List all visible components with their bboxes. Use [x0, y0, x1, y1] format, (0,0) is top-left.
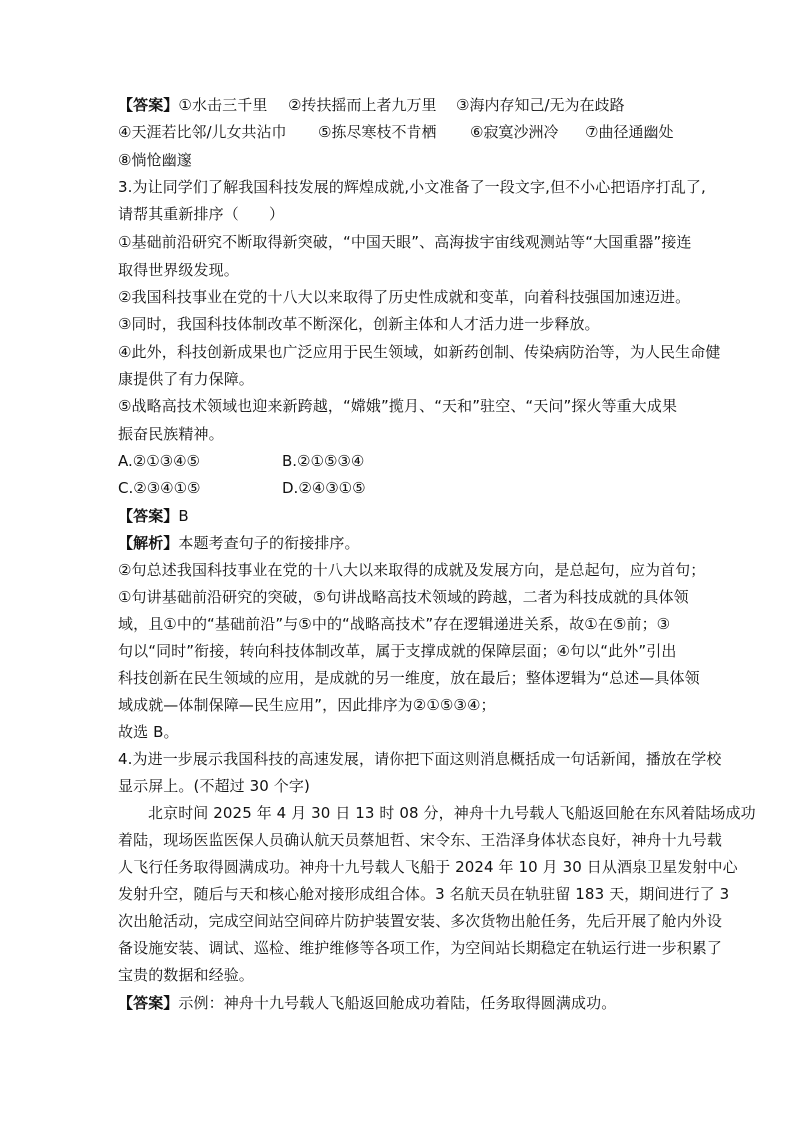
- sentence-1: ①基础前沿研究不断取得新突破，“中国天眼”、高海拔宇宙线观测站等“大国重器”接连: [118, 233, 692, 251]
- option-a: A.②①③④⑤: [118, 452, 201, 470]
- analysis-text: 域成就—体制保障—民生应用”，因此排序为②①⑤③④；: [118, 696, 496, 714]
- news-paragraph: 宝贵的数据和经验。: [118, 966, 254, 984]
- answer-line-q2-row1: [118, 95, 267, 115]
- answer-line-q3: [118, 506, 189, 526]
- answer-item: ③海内存知己/无为在歧路: [456, 96, 625, 114]
- answer-tag: 【答案】: [118, 994, 179, 1012]
- sentence-1: 取得世界级发现。: [118, 261, 239, 279]
- answer-item: ⑥寂寞沙洲冷: [470, 123, 559, 141]
- question-4-stem: 显示屏上。(不超过 30 个字): [118, 777, 310, 795]
- analysis-conclusion: 故选 B。: [118, 723, 179, 741]
- question-4-stem: 4.为进一步展示我国科技的高速发展，请你把下面这则消息概括成一句话新闻，播放在学校: [118, 750, 722, 768]
- news-paragraph: 着陆，现场医监医保人员确认航天员蔡旭哲、宋令东、王浩泽身体状态良好，神舟十九号载: [118, 831, 723, 849]
- answer-value: 示例：神舟十九号载人飞船返回舱成功着陆，任务取得圆满成功。: [178, 994, 617, 1012]
- news-paragraph: 北京时间 2025 年 4 月 30 日 13 时 08 分，神舟十九号载人飞船返回舱在东风着陆场成功: [148, 804, 756, 822]
- analysis-text: 句以“同时”衔接，转向科技体制改革，属于支撑成就的保障层面；④句以“此外”引出: [118, 642, 677, 660]
- news-paragraph: 次出舱活动，完成空间站空间碎片防护装置安装、多次货物出舱任务，先后开展了舱内外设: [118, 912, 723, 930]
- analysis-text: 科技创新在民生领域的应用，是成就的另一维度，放在最后；整体逻辑为“总述—具体领: [118, 669, 700, 687]
- answer-item: ②抟扶摇而上者九万里: [288, 96, 437, 114]
- sentence-2: ②我国科技事业在党的十八大以来取得了历史性成就和变革，向着科技强国加速迈进。: [118, 288, 691, 306]
- analysis-line: [118, 533, 360, 553]
- answer-tag: 【答案】: [118, 96, 179, 114]
- answer-line-q4: [118, 993, 616, 1013]
- analysis-text: ①句讲基础前沿研究的突破，⑤句讲战略高技术领域的跨越，二者为科技成就的具体领: [118, 588, 689, 606]
- analysis-text: ②句总述我国科技事业在党的十八大以来取得的成就及发展方向，是总起句，应为首句；: [118, 561, 706, 579]
- answer-item: ⑤拣尽寒枝不肯栖: [318, 123, 437, 141]
- sentence-5: 振奋民族精神。: [118, 425, 224, 443]
- option-b: B.②①⑤③④: [282, 452, 365, 470]
- analysis-text: 域，且①中的“基础前沿”与⑤中的“战略高技术”存在逻辑递进关系，故①在⑤前；③: [118, 615, 671, 633]
- news-paragraph: 发射升空，随后与天和核心舱对接形成组合体。3 名航天员在轨驻留 183 天，期间进行了 3: [118, 885, 730, 903]
- sentence-3: ③同时，我国科技体制改革不断深化，创新主体和人才活力进一步释放。: [118, 315, 600, 333]
- answer-item: ④天涯若比邻/儿女共沾巾: [118, 123, 287, 141]
- answer-tag: 【答案】: [118, 507, 179, 525]
- analysis-tag: 【解析】: [118, 534, 179, 552]
- sentence-5: ⑤战略高技术领域也迎来新跨越，“嫦娥”揽月、“天和”驻空、“天问”探火等重大成果: [118, 397, 678, 415]
- option-d: D.②④③①⑤: [282, 479, 366, 497]
- sentence-4: 康提供了有力保障。: [118, 370, 254, 388]
- news-paragraph: 备设施安装、调试、巡检、维护维修等各项工作，为空间站长期稳定在轨运行进一步积累了: [118, 939, 723, 957]
- question-3-stem: 3.为让同学们了解我国科技发展的辉煌成就,小文准备了一段文字,但不小心把语序打乱了,: [118, 178, 706, 196]
- option-c: C.②③④①⑤: [118, 479, 201, 497]
- answer-item: ⑦曲径通幽处: [585, 123, 674, 141]
- answer-item: ①水击三千里: [178, 96, 268, 114]
- sentence-4: ④此外，科技创新成果也广泛应用于民生领域，如新药创制、传染病防治等，为人民生命健: [118, 343, 721, 361]
- question-3-stem: 请帮其重新排序（ ）: [118, 205, 285, 223]
- news-paragraph: 人飞行任务取得圆满成功。神舟十九号载人飞船于 2024 年 10 月 30 日从酒泉卫星发射中心: [118, 858, 738, 876]
- answer-value: B: [178, 507, 189, 525]
- answer-item: ⑧惝怆幽邃: [118, 151, 192, 169]
- analysis-text: 本题考查句子的衔接排序。: [178, 534, 360, 552]
